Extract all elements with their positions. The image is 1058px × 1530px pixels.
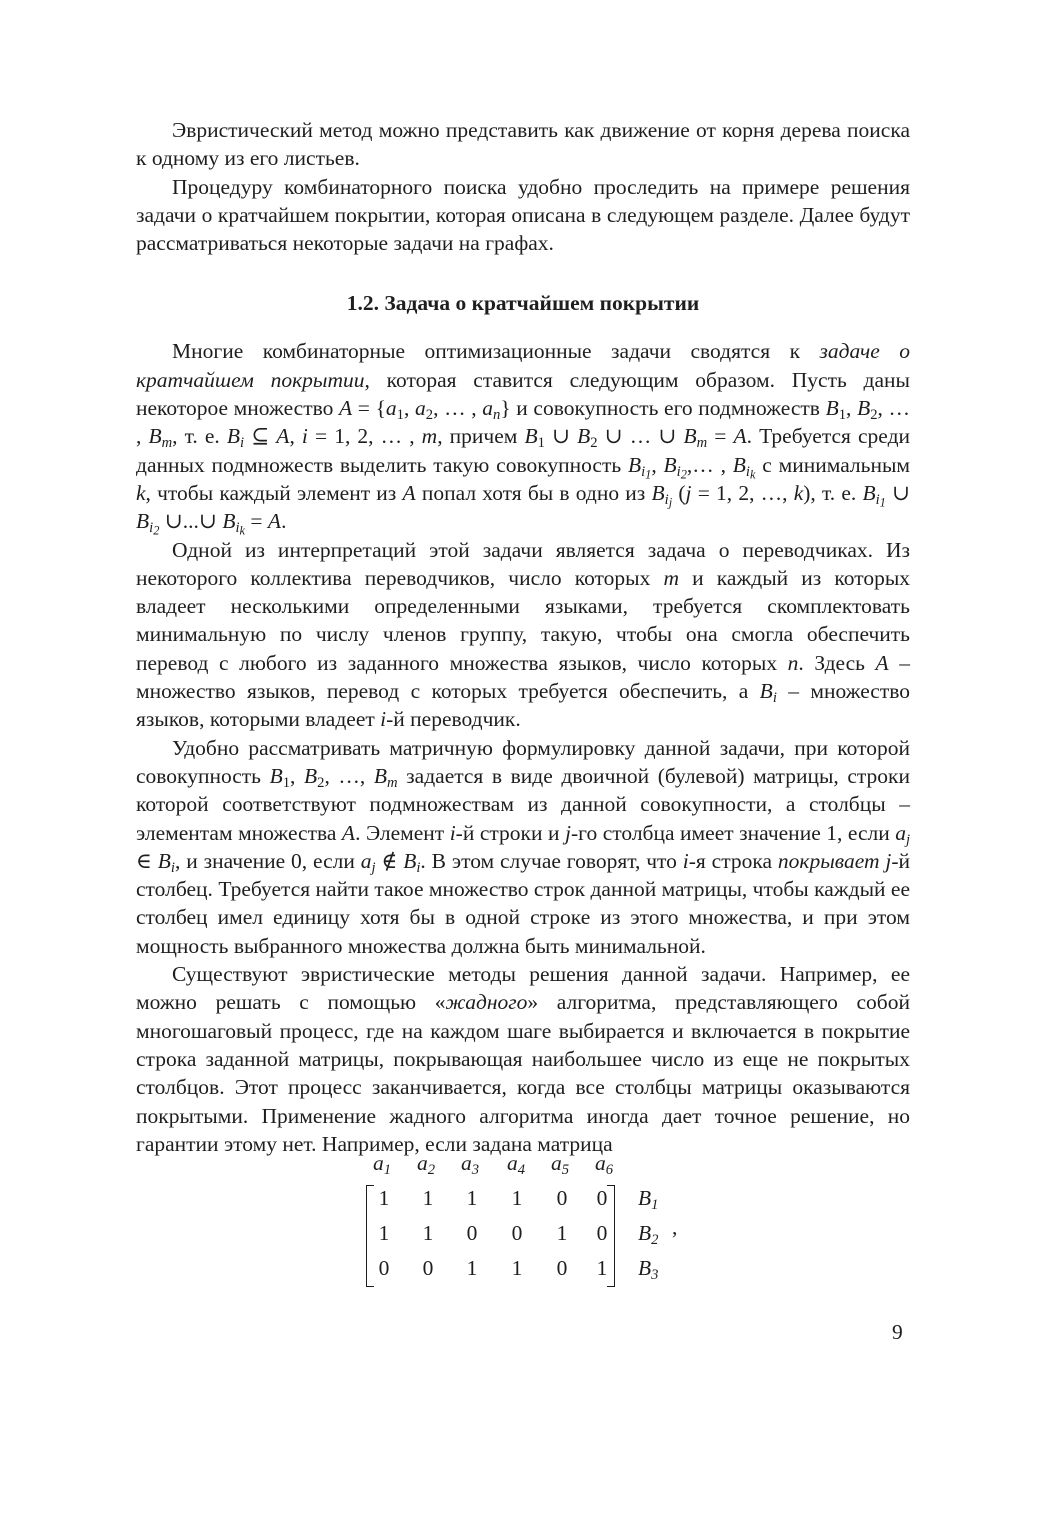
row-label: $B_2$: [638, 1221, 659, 1249]
matrix-cell: 0: [422, 1256, 434, 1280]
paragraph-procedure: Процедуру комбинаторного поиска удобно проследить на примере решения задачи о кратчайшем покрытии, которая описана в следующем разделе. Далее будут рассматриваться некоторые задачи на графах.: [136, 174, 910, 256]
section-heading: 1.2. Задача о кратчайшем покрытии: [346, 291, 700, 316]
matrix-cell: 1: [596, 1256, 608, 1280]
matrix-cell: 1: [378, 1221, 390, 1245]
paragraph-matrix-formulation: Удобно рассматривать матричную формулировку данной задачи, при которой совокупность $B_1$, $B_2$, …, $B_m$ задается в виде двоичной (булевой) матрицы, строки которой соответствуют подмножествам из данной совокупности, а столбцы – элементам множества A. Элемент i-й строки и j-го столбца имеет значение 1, если $a_j$ ∈ $B_i$, и значение 0, если $a_j$ ∉ $B_i$. В этом случае говорят, что i-я строка покрывает j-й столбец. Требуется найти такое множество строк данной матрицы, чтобы каждый ее столбец имел единицу хотя бы в одной строке из этого множества, и при этом мощность выбранного множества должна быть минимальной.: [136, 735, 911, 958]
column-header: $a_3$: [460, 1151, 480, 1179]
column-header: $a_2$: [416, 1151, 436, 1179]
paragraph-translators: Одной из интерпретаций этой задачи является задача о переводчиках. Из некоторого коллектива переводчиков, число которых m и каждый из которых владеет несколькими определенными языками, требуется скомплектовать минимальную по числу членов группу, такую, чтобы она смогла обеспечить перевод с любого из заданного множества языков, число которых n. Здесь A – множество языков, перевод с которых требуется обеспечить, а $B_i$ – множество языков, которыми владеет i-й переводчик.: [136, 537, 911, 732]
column-header: $a_1$: [372, 1151, 392, 1179]
column-header: $a_6$: [594, 1151, 614, 1179]
matrix-cell: 1: [556, 1221, 568, 1245]
matrix-cell: 1: [378, 1186, 390, 1210]
matrix-cell: 0: [556, 1256, 568, 1280]
matrix-cell: 1: [466, 1256, 478, 1280]
matrix-cell: 0: [511, 1221, 523, 1245]
matrix-cell: 1: [422, 1186, 434, 1210]
column-header: $a_4$: [506, 1151, 526, 1179]
matrix-cell: 0: [556, 1186, 568, 1210]
matrix-cell: 0: [596, 1186, 608, 1210]
paragraph-definition: Многие комбинаторные оптимизационные задачи сводятся к задаче о кратчайшем покрытии, которая ставится следующим образом. Пусть даны некоторое множество $A = \{a_1$, $a_2$, … , $a_n$} и совокупность его подмножеств $B_1$, $B_2$, … , $B_m$, т. е. $B_i$ ⊆ A, i = 1, 2, … , m, причем $B_1$ ∪ $B_2$ ∪ … ∪ $B_m = A$. Требуется среди данных подмножеств выделить такую совокупность $B_{i_1}$, $B_{i_2},\dots$ , $B_{i_k}$ с минимальным k, чтобы каждый элемент из A попал хотя бы в одно из $B_{i_j}$ (j = 1, 2, …, k), т. е. $B_{i_1}$ ∪ $B_{i_2}$ ∪...∪ $B_{i_k} = A$.: [136, 339, 911, 538]
example-matrix: [362, 1151, 702, 1291]
matrix-cell: 0: [378, 1256, 390, 1280]
row-label: $B_3$: [638, 1256, 659, 1284]
row-label: $B_1$: [638, 1186, 659, 1214]
matrix-cell: 1: [422, 1221, 434, 1245]
page-number: 9: [892, 1320, 903, 1344]
matrix-cell: 1: [511, 1186, 523, 1210]
page-body: [136, 116, 910, 1158]
matrix-trailing-comma: ,: [672, 1215, 678, 1239]
paragraph-heuristic: Эвристический метод можно представить как движение от корня дерева поиска к одному из его листьев.: [136, 118, 910, 171]
matrix-cell: 1: [511, 1256, 523, 1280]
matrix-cell: 0: [466, 1221, 478, 1245]
matrix-cell: 1: [466, 1186, 478, 1210]
matrix-cell: 0: [596, 1221, 608, 1245]
paragraph-greedy: Существуют эвристические методы решения данной задачи. Например, ее можно решать с помощью «жадного» алгоритма, представляющего собой многошаговый процесс, где на каждом шаге выбирается и включается в покрытие строка заданной матрицы, покрывающая наибольшее число из еще не покрытых столбцов. Этот процесс заканчивается, когда все столбцы матрицы оказываются покрытыми. Применение жадного алгоритма иногда дает точное решение, но гарантии этому нет. Например, если задана матрица: [136, 962, 910, 1156]
column-header: $a_5$: [550, 1151, 570, 1179]
